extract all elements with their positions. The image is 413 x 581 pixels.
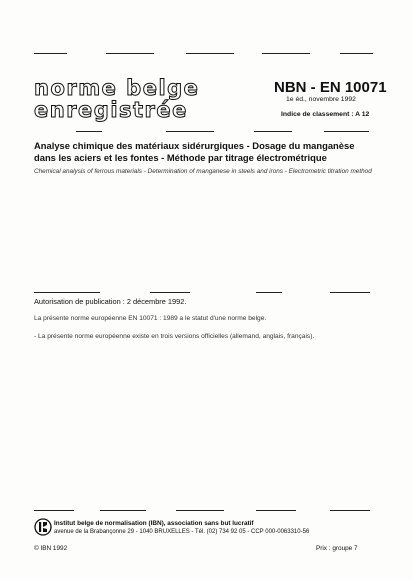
- standard-number: NBN - EN 10071: [274, 79, 387, 96]
- brand-line-2: enregistrée: [34, 98, 188, 122]
- title-rule-4: [324, 131, 369, 132]
- ibn-logo-icon: [34, 518, 52, 536]
- notes-rule-4: [330, 292, 370, 293]
- document-title-en: Chemical analysis of ferrous materials - Determination of manganese in steels and irons - Electrometric titration method: [34, 168, 372, 175]
- footer-rule-3: [176, 510, 224, 511]
- top-rule-4: [262, 53, 310, 54]
- versions-note: - La présente norme européenne existe en trois versions officielles (allemand, anglais, français).: [34, 333, 315, 340]
- title-rule-1: [76, 131, 102, 132]
- institute-address: avenue de la Brabançonne 29 - 1040 BRUXELLES - Tél. (02) 734 92 05 - CCP 000-0063310-56: [54, 529, 310, 535]
- footer-rule-2: [100, 510, 146, 511]
- top-rule-1: [34, 53, 67, 54]
- top-rule-2: [106, 53, 154, 54]
- footer-rule-4: [256, 510, 296, 511]
- title-rule-3: [254, 131, 292, 132]
- classification-index: Indice de classement : A 12: [281, 111, 370, 118]
- brand-line-1: norme belge: [34, 76, 200, 100]
- top-rule-5: [340, 53, 373, 54]
- notes-rule-3: [256, 292, 282, 293]
- edition-date: 1e éd., novembre 1992: [286, 96, 356, 103]
- price-group: Prix : groupe 7: [316, 545, 358, 552]
- top-rule-3: [186, 53, 234, 54]
- copyright-date: © IBN 1992: [34, 545, 68, 552]
- publication-authorisation: Autorisation de publication : 2 décembre 1992.: [34, 297, 187, 306]
- notes-rule-2: [150, 292, 190, 293]
- title-rule-2: [166, 131, 214, 132]
- footer-rule-5: [330, 510, 370, 511]
- document-title-fr: Analyse chimique des matériaux sidérurgiques - Dosage du manganèse dans les aciers et les fontes - Méthode par titrage électrométrique: [34, 140, 355, 163]
- notes-rule-1: [34, 292, 100, 293]
- institute-name: Institut belge de normalisation (IBN), association sans but lucratif: [54, 520, 254, 527]
- footer-rule-1: [34, 510, 74, 511]
- status-note: La présente norme européenne EN 10071 : 1989 a le statut d'une norme belge.: [34, 315, 267, 322]
